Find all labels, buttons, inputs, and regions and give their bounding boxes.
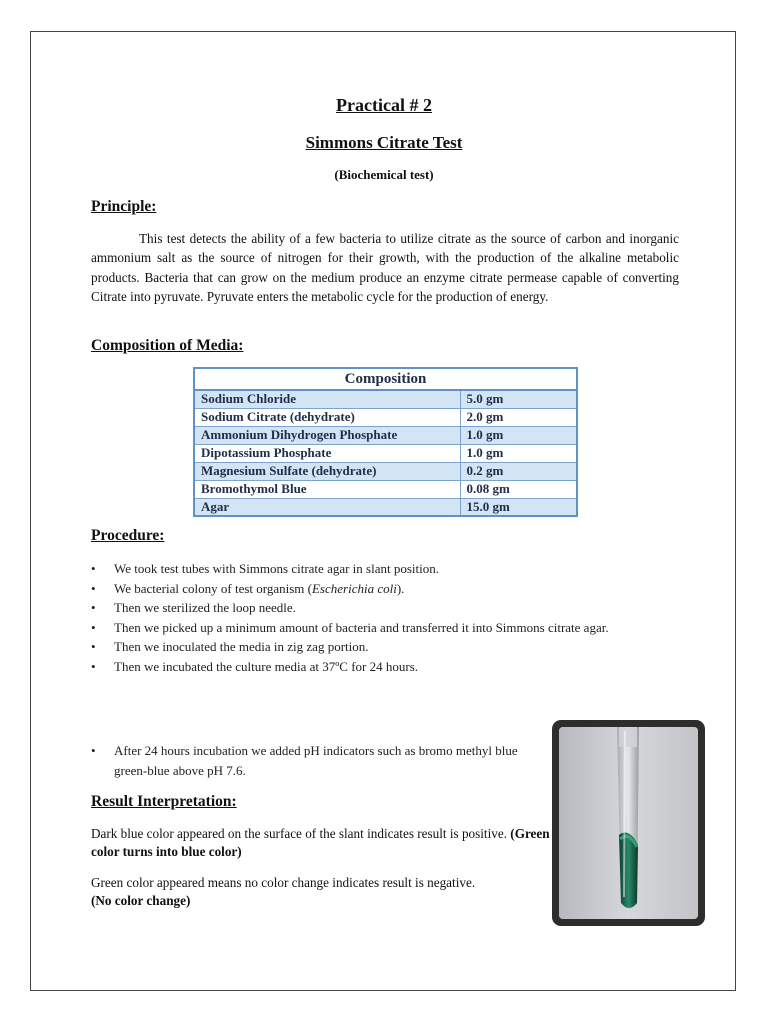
- table-row: [194, 462, 577, 480]
- list-item: • Then we picked up a minimum amount of bacteria and transferred it into Simmons citrate agar.: [91, 618, 681, 638]
- procedure-list: [91, 559, 681, 677]
- positive-text: Dark blue color appeared on the surface of the slant indicates result is positive.: [91, 826, 507, 841]
- ingredient-name: Dipotassium Phosphate: [194, 444, 460, 462]
- list-item-text: We bacterial colony of test organism (: [114, 580, 312, 596]
- organism-name: Escherichia coli: [311, 580, 397, 596]
- ingredient-amount: 0.08 gm: [460, 480, 577, 498]
- list-item: • After 24 hours incubation we added pH indicators such as bromo methyl blue green-blue above pH 7.6.: [91, 741, 534, 780]
- composition-table-header: Composition: [194, 368, 577, 390]
- table-row: [194, 444, 577, 462]
- negative-text: Green color appeared means no color change indicates result is negative.: [91, 875, 476, 890]
- ingredient-name: Sodium Citrate (dehydrate): [194, 408, 460, 426]
- ingredient-name: Magnesium Sulfate (dehydrate): [194, 462, 460, 480]
- composition-heading: Composition of Media:: [91, 337, 244, 354]
- composition-table: [193, 367, 578, 517]
- list-item: • We took test tubes with Simmons citrate agar in slant position.: [91, 559, 681, 579]
- ingredient-amount: 0.2 gm: [460, 462, 577, 480]
- page-title: Practical # 2: [336, 95, 432, 115]
- result-negative: [91, 874, 551, 910]
- table-row: [194, 480, 577, 498]
- page-subtitle: Simmons Citrate Test: [305, 133, 463, 152]
- negative-note: (No color change): [91, 893, 191, 908]
- principle-paragraph: [91, 229, 679, 306]
- positive-note: (Green color turns into blue color): [91, 826, 550, 859]
- test-type-label: (Biochemical test): [334, 167, 434, 182]
- ingredient-amount: 5.0 gm: [460, 390, 577, 408]
- ingredient-amount: 2.0 gm: [460, 408, 577, 426]
- test-tube-photo: [552, 720, 705, 926]
- ingredient-amount: 1.0 gm: [460, 444, 577, 462]
- ingredient-amount: 1.0 gm: [460, 426, 577, 444]
- test-tube-illustration: [559, 727, 698, 919]
- table-row: [194, 498, 577, 516]
- principle-heading: Principle:: [91, 198, 157, 215]
- principle-text: This test detects the ability of a few bacteria to utilize citrate as the source of carbon and inorganic ammonium salt as the source of nitrogen for their growth, with the production of the alkaline metabolic products. Bacteria that can grow on the medium produce an enzyme citrate permease capable of converting Citrate into pyruvate. Pyruvate enters the metabolic cycle for the production of energy.: [91, 231, 679, 304]
- table-row: [194, 408, 577, 426]
- table-row: [194, 426, 577, 444]
- result-positive: [91, 825, 551, 861]
- list-item: • Then we incubated the culture media at 37ºC for 24 hours.: [91, 657, 681, 677]
- ingredient-name: Ammonium Dihydrogen Phosphate: [194, 426, 460, 444]
- result-heading: Result Interpretation:: [91, 793, 237, 810]
- list-item: • Then we inoculated the media in zig zag portion.: [91, 637, 681, 657]
- procedure-heading: Procedure:: [91, 527, 165, 544]
- ingredient-name: Sodium Chloride: [194, 390, 460, 408]
- list-item: [91, 579, 681, 599]
- ingredient-name: Bromothymol Blue: [194, 480, 460, 498]
- list-item-suffix: ).: [396, 580, 405, 596]
- table-row: [194, 390, 577, 408]
- list-item: • Then we sterilized the loop needle.: [91, 598, 681, 618]
- ingredient-amount: 15.0 gm: [460, 498, 577, 516]
- ingredient-name: Agar: [194, 498, 460, 516]
- test-tube-image: [559, 727, 698, 919]
